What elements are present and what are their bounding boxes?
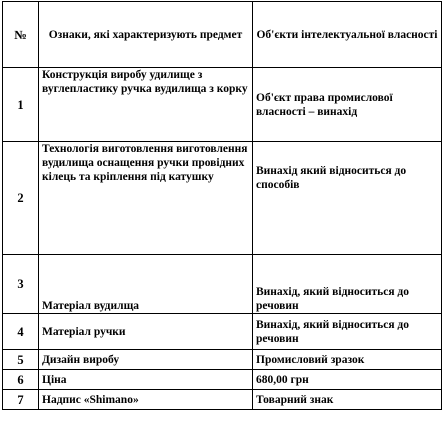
row-object: 680,00 грн [253,370,442,390]
row-feature: Матеріал ручки [39,314,253,350]
header-number: № [3,2,39,68]
row-number: 5 [3,350,39,370]
table-row [3,68,442,142]
table-row [3,255,442,314]
row-number: 7 [3,390,39,410]
row-object: Винахід, який відноситься до речовин [253,314,442,350]
row-number: 3 [3,255,39,314]
row-number: 2 [3,142,39,255]
row-object: Товарний знак [253,390,442,410]
row-feature: Конструкція виробу удилище з вуглепластику ручка вудилища з корку [39,68,253,142]
row-number: 4 [3,314,39,350]
header-ip-objects: Об'єкти інтелектуальної власності [253,2,442,68]
row-number: 1 [3,68,39,142]
row-feature: Надпис «Shimano» [39,390,253,410]
table-row [3,350,442,370]
row-feature: Ціна [39,370,253,390]
header-features: Ознаки, які характеризують предмет [39,2,253,68]
row-object: Винахід, який відноситься до речовин [253,255,442,314]
row-feature: Дизайн виробу [39,350,253,370]
table-header-row [3,2,442,68]
table-row [3,390,442,410]
table-row [3,370,442,390]
row-number: 6 [3,370,39,390]
ip-objects-table-wrapper [2,1,442,410]
ip-objects-table [2,1,442,410]
row-feature: Технологія виготовлення виготовлення вудилища оснащення ручки провідних кілець та кріплення під катушку [39,142,253,255]
row-object: Винахід який відноситься до способів [253,142,442,255]
row-object: Промисловий зразок [253,350,442,370]
row-feature: Матеріал вудилща [39,255,253,314]
table-row [3,142,442,255]
table-row [3,314,442,350]
row-object: Об'єкт права промислової власності – винахід [253,68,442,142]
